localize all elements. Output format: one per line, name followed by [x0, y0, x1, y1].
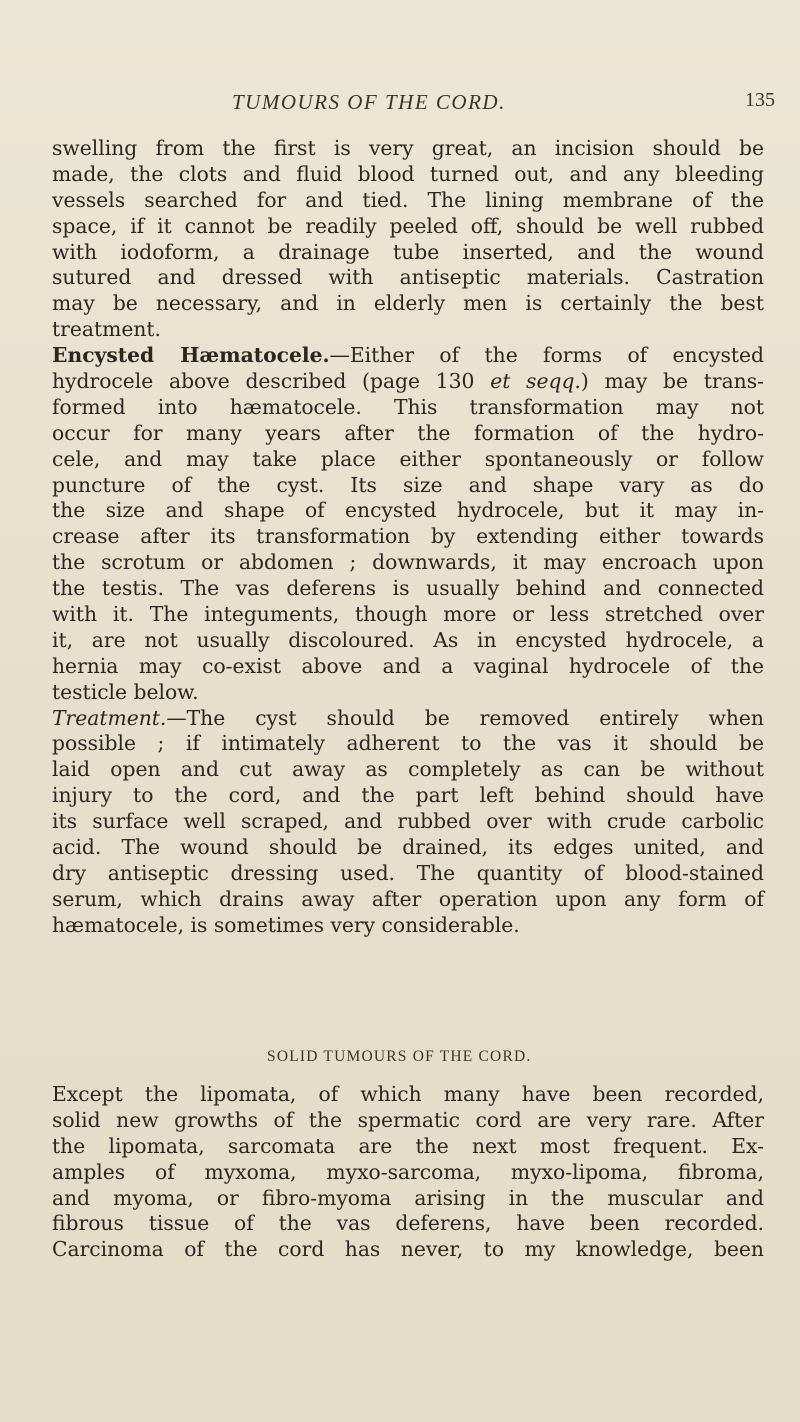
text-line: hernia may co-exist above and a vaginal hydrocele of the [52, 653, 764, 678]
running-head [0, 90, 800, 114]
text-line: the size and shape of encysted hydrocele, but it may in- [52, 498, 764, 523]
text-line: crease after its transformation by extending either towards [52, 524, 764, 549]
text-line: sutured and dressed with antiseptic materials. Castration [52, 265, 764, 290]
text-line: formed into hæmatocele. This transformation may not [52, 394, 764, 419]
text-line: Carcinoma of the cord has never, to my knowledge, been [52, 1237, 764, 1262]
text-line: the scrotum or abdomen ; downwards, it may encroach upon [52, 550, 764, 575]
text-line: possible ; if intimately adherent to the vas it should be [52, 731, 764, 756]
text-line: amples of myxoma, myxo-sarcoma, myxo-lipoma, fibroma, [52, 1159, 764, 1184]
text-line: hæmatocele, is sometimes very considerable. [52, 912, 520, 937]
text-line: occur for many years after the formation of the hydro- [52, 420, 764, 445]
body-text [52, 1082, 764, 1263]
text-line: made, the clots and fluid blood turned out, and any bleeding [52, 161, 764, 186]
text-line: the lipomata, sarcomata are the next most frequent. Ex- [52, 1133, 764, 1158]
text-line: treatment. [52, 317, 161, 342]
text-line: Except the lipomata, of which many have been recorded, [52, 1082, 764, 1106]
text-line: and myoma, or fibro-myoma arising in the muscular and [52, 1185, 764, 1210]
paragraph [52, 136, 764, 343]
text-line: the testis. The vas deferens is usually behind and connected [52, 576, 764, 601]
text-line: laid open and cut away as completely as can be without [52, 757, 764, 782]
text-line: cele, and may take place either spontaneously or follow [52, 446, 764, 471]
text-line: injury to the cord, and the part left behind should have [52, 783, 764, 808]
text-line [52, 706, 764, 732]
text-line: with it. The integuments, though more or less stretched over [52, 602, 764, 627]
text-run: hydrocele above described (page 130 [52, 369, 491, 394]
text-line: vessels searched for and tied. The lining membrane of the [52, 187, 764, 212]
paragraph [52, 706, 764, 939]
text-run: —The cyst should be removed entirely when [166, 705, 764, 730]
running-title: TUMOURS OF THE CORD. [232, 90, 506, 114]
text-line: space, if it cannot be readily peeled off, should be well rubbed [52, 213, 764, 238]
text-run: ) may be trans- [580, 369, 764, 394]
text-line [52, 369, 764, 395]
text-line: with iodoform, a drainage tube inserted, and the wound [52, 239, 764, 264]
body-text [52, 136, 764, 939]
page-number: 135 [745, 89, 775, 111]
text-line: puncture of the cyst. Its size and shape vary as do [52, 472, 764, 497]
text-line: swelling from the first is very great, an incision should be [52, 136, 764, 160]
text-line: acid. The wound should be drained, its edges united, and [52, 835, 764, 860]
text-run-italic: et seqq. [490, 369, 581, 394]
text-line: solid new growths of the spermatic cord are very rare. After [52, 1107, 764, 1132]
paragraph-heading: Treatment. [52, 705, 167, 730]
text-run: —Either of the forms of encysted [329, 343, 764, 368]
text-line: testicle below. [52, 679, 199, 704]
text-line: fibrous tissue of the vas deferens, have been recorded. [52, 1211, 764, 1236]
text-line: serum, which drains away after operation upon any form of [52, 886, 764, 911]
text-line: dry antiseptic dressing used. The quantity of blood-stained [52, 860, 764, 885]
text-line [52, 343, 764, 369]
paragraph-heading: Encysted Hæmatocele. [52, 343, 330, 368]
text-line: its surface well scraped, and rubbed over with crude carbolic [52, 809, 764, 834]
text-line: it, are not usually discoloured. As in encysted hydrocele, a [52, 627, 764, 652]
paragraph [52, 343, 764, 705]
text-line: may be necessary, and in elderly men is certainly the best [52, 291, 764, 316]
section-heading-text: SOLID TUMOURS OF THE CORD. [267, 1048, 532, 1065]
paragraph [52, 1082, 764, 1263]
